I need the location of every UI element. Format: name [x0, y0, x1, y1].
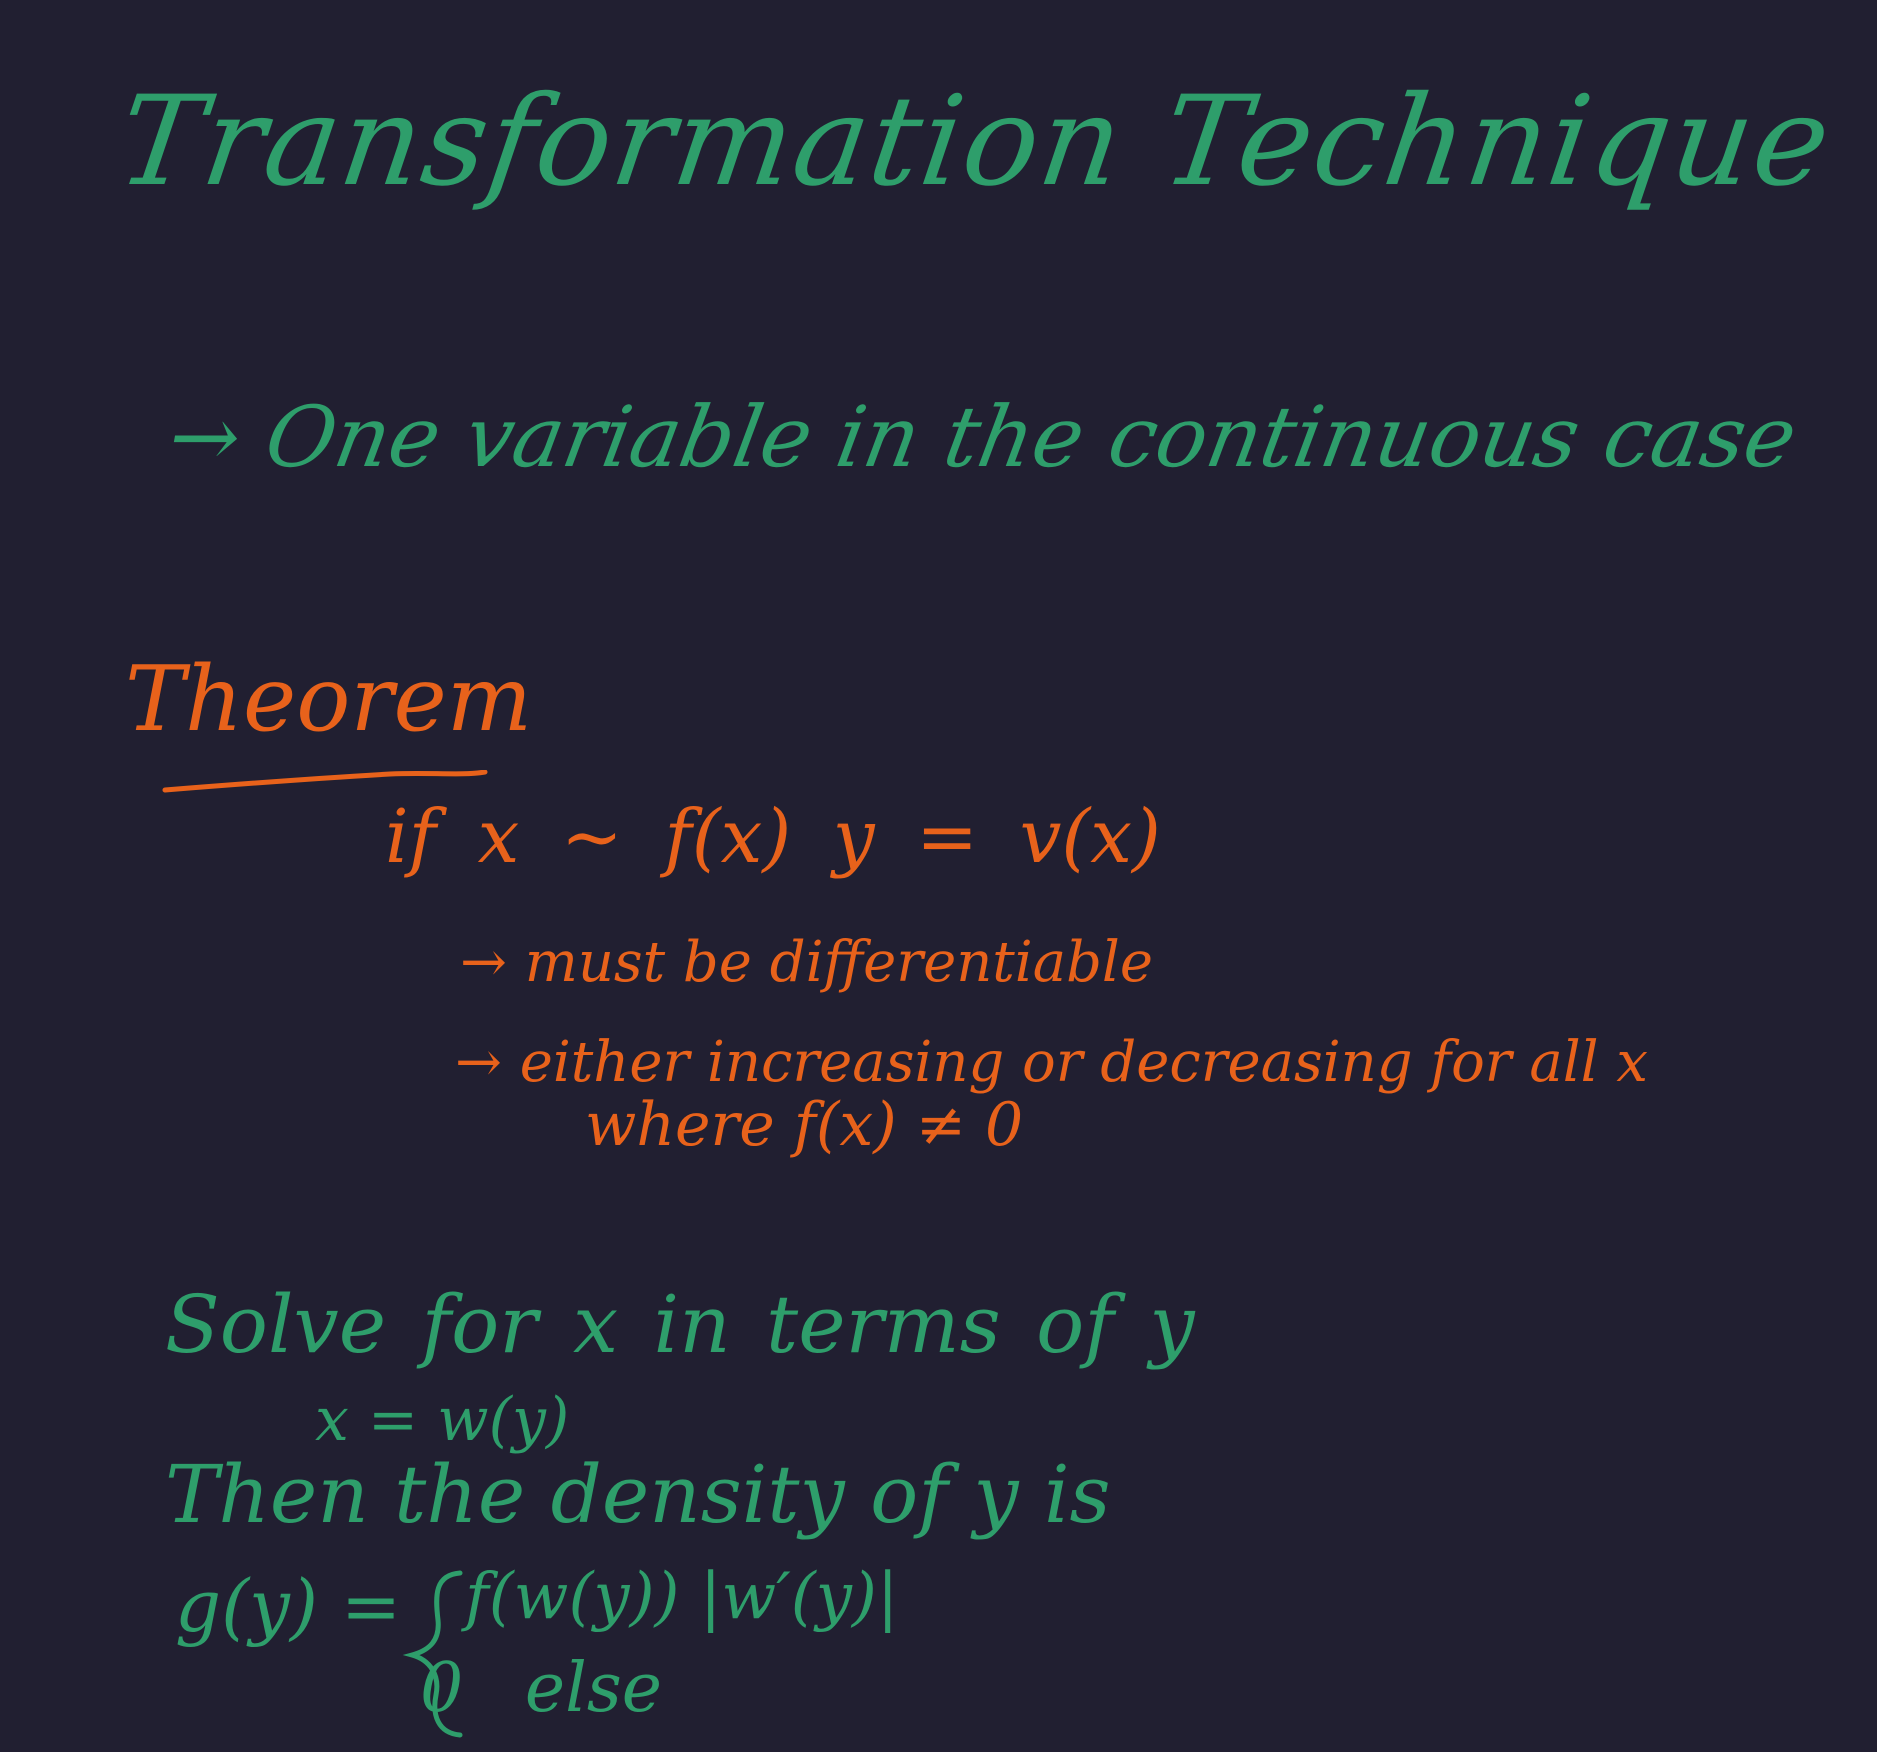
condition-differentiable: → must be differentiable	[460, 930, 1153, 995]
note-title: Transformation Technique	[109, 70, 1841, 214]
density-intro: Then the density of y is	[165, 1448, 1111, 1541]
theorem-heading: Theorem	[125, 647, 533, 752]
density-case-1: f(w(y)) |w′(y)|	[465, 1560, 899, 1634]
solve-line: Solve for x in terms of y	[165, 1278, 1195, 1371]
theorem-condition: if x ~ f(x) y = v(x)	[385, 794, 1161, 880]
condition-support: where f(x) ≠ 0	[585, 1090, 1024, 1160]
density-case-2	[420, 1649, 663, 1728]
condition-monotonic: → either increasing or decreasing for all x	[455, 1030, 1648, 1095]
density-definition: g(y) =	[175, 1564, 402, 1648]
density-case-2-label: else	[524, 1649, 663, 1728]
inverse-function: x = w(y)	[315, 1385, 570, 1455]
theorem-underline	[160, 770, 490, 796]
note-subtitle: → One variable in the continuous case	[161, 388, 1804, 486]
density-case-2-value: 0	[420, 1649, 464, 1728]
